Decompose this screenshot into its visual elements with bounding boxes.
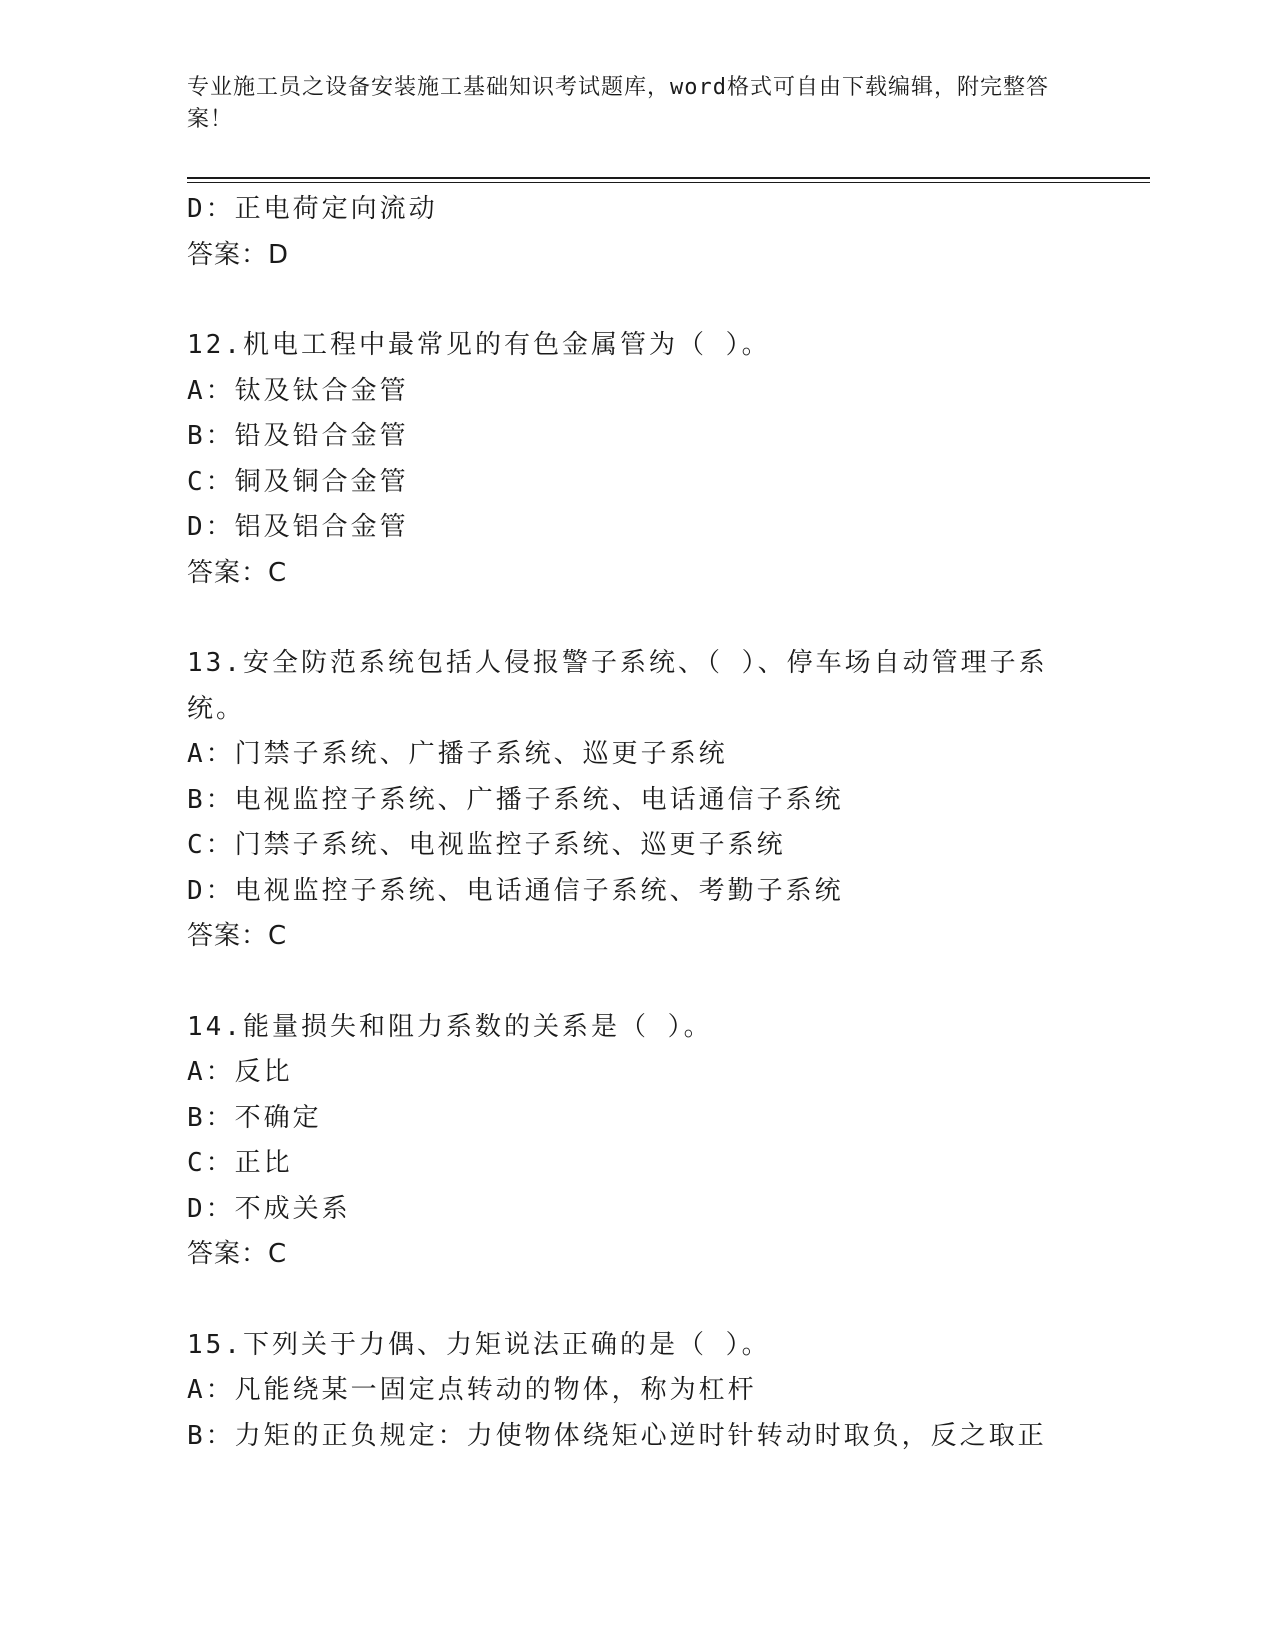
option-b: B：不确定 — [187, 1102, 322, 1133]
option-a: A：门禁子系统、广播子系统、巡更子系统 — [187, 739, 728, 769]
question-12 — [187, 323, 1077, 596]
option-c: C：正比 — [187, 1148, 293, 1178]
question-content — [187, 187, 1077, 1459]
question-stem: 14.能量损失和阻力系数的关系是（ ）。 — [187, 1011, 713, 1042]
option-c: C：铜及铜合金管 — [187, 466, 409, 497]
document-header: 专业施工员之设备安装施工基础知识考试题库，word格式可自由下载编辑，附完整答案！ — [187, 75, 1049, 132]
option-d: D：电视监控子系统、电话通信子系统、考勤子系统 — [187, 875, 844, 906]
option-a: A：钛及钛合金管 — [187, 375, 409, 406]
answer-line: 答案：D — [187, 239, 290, 270]
question-stem: 15.下列关于力偶、力矩说法正确的是（ ）。 — [187, 1329, 771, 1360]
option-b: B：电视监控子系统、广播子系统、电话通信子系统 — [187, 784, 844, 815]
option-b: B：力矩的正负规定：力使物体绕矩心逆时针转动时取负，反之取正 — [187, 1420, 1047, 1451]
question-stem: 12.机电工程中最常见的有色金属管为（ ）。 — [187, 330, 771, 360]
option-a: A：凡能绕某一固定点转动的物体，称为杠杆 — [187, 1375, 757, 1405]
question-13 — [187, 641, 1077, 960]
header-divider-thin — [187, 182, 1150, 183]
option-d: D：铝及铝合金管 — [187, 512, 409, 542]
header-divider-thick — [187, 177, 1150, 179]
answer-line: 答案：C — [187, 921, 288, 951]
option-d: D：正电荷定向流动 — [187, 194, 438, 224]
answer-line: 答案：C — [187, 1239, 288, 1269]
question-14 — [187, 1005, 1077, 1278]
question-stem: 13.安全防范系统包括人侵报警子系统、（ ）、停车场自动管理子系统。 — [187, 648, 1048, 724]
option-c: C：门禁子系统、电视监控子系统、巡更子系统 — [187, 830, 786, 860]
carryover-question — [187, 187, 1077, 278]
option-a: A：反比 — [187, 1057, 293, 1087]
question-15 — [187, 1323, 1077, 1460]
option-b: B：铅及铅合金管 — [187, 421, 409, 451]
option-d: D：不成关系 — [187, 1193, 351, 1224]
answer-line: 答案：C — [187, 557, 288, 588]
